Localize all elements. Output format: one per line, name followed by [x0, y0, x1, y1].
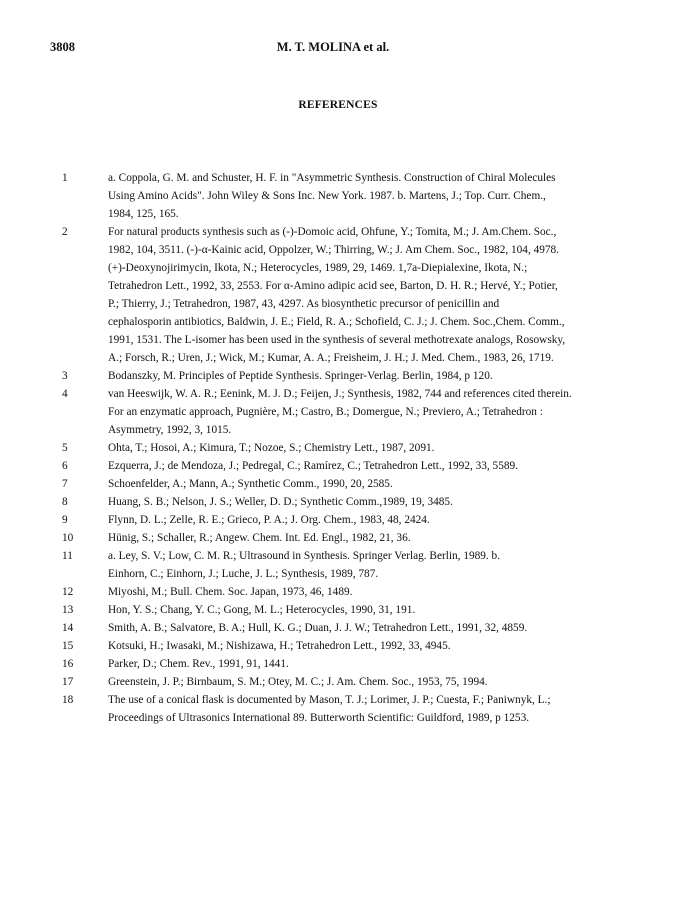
reference-text-line: 1984, 125, 165. [108, 208, 179, 220]
reference-item [62, 169, 658, 223]
reference-number: 5 [62, 442, 68, 454]
reference-number: 9 [62, 514, 68, 526]
reference-number: 4 [62, 388, 68, 400]
reference-text-line: Hünig, S.; Schaller, R.; Angew. Chem. Int. Ed. Engl., 1982, 21, 36. [108, 532, 411, 544]
references-list [62, 169, 658, 727]
reference-text-line: Flynn, D. L.; Zelle, R. E.; Grieco, P. A.; J. Org. Chem., 1983, 48, 2424. [108, 514, 430, 526]
reference-item [62, 367, 658, 385]
references-heading: REFERENCES [298, 99, 378, 111]
reference-number: 2 [62, 226, 68, 238]
reference-text-line: For an enzymatic approach, Pugnière, M.; Castro, B.; Domergue, N.; Previero, A.; Tetrahedron : [108, 406, 543, 418]
reference-text-line: P.; Thierry, J.; Tetrahedron, 1987, 43, 4297. As biosynthetic precursor of penicillin and [108, 298, 500, 310]
reference-text-line: Huang, S. B.; Nelson, J. S.; Weller, D. D.; Synthetic Comm.,1989, 19, 3485. [108, 496, 453, 508]
reference-item [62, 637, 658, 655]
reference-number: 17 [62, 676, 74, 688]
reference-item [62, 529, 658, 547]
reference-text-line: a. Coppola, G. M. and Schuster, H. F. in "Asymmetric Synthesis. Construction of Chiral Molecules [108, 172, 556, 184]
reference-text-line: A.; Forsch, R.; Uren, J.; Wick, M.; Kumar, A. A.; Freisheim, J. H.; J. Med. Chem., 1983, 26, 1719. [108, 352, 554, 364]
reference-number: 12 [62, 586, 74, 598]
reference-number: 8 [62, 496, 68, 508]
reference-number: 1 [62, 172, 68, 184]
reference-item [62, 691, 658, 727]
reference-item [62, 457, 658, 475]
reference-number: 11 [62, 550, 73, 562]
reference-text-line: 1991, 1531. The L-isomer has been used in the synthesis of several methotrexate analogs, Rosowsky, [108, 334, 566, 346]
reference-number: 18 [62, 694, 74, 706]
reference-number: 13 [62, 604, 74, 616]
reference-text-line: a. Ley, S. V.; Low, C. M. R.; Ultrasound in Synthesis. Springer Verlag. Berlin, 1989. b. [108, 550, 501, 562]
reference-number: 15 [62, 640, 74, 652]
reference-text-line: Proceedings of Ultrasonics International 89. Butterworth Scientific: Guildford, 1989, p 1253. [108, 712, 530, 724]
running-header-authors: M. T. MOLINA et al. [276, 40, 390, 54]
reference-text-line: Ohta, T.; Hosoi, A.; Kimura, T.; Nozoe, S.; Chemistry Lett., 1987, 2091. [108, 442, 435, 454]
reference-text-line: Kotsuki, H.; Iwasaki, M.; Nishizawa, H.; Tetrahedron Lett., 1992, 33, 4945. [108, 640, 451, 652]
reference-text-line: Using Amino Acids". John Wiley & Sons Inc. New York. 1987. b. Martens, J.; Top. Curr. Chem., [108, 190, 546, 202]
reference-text-line: Tetrahedron Lett., 1992, 33, 2553. For α-Amino adipic acid see, Barton, D. H. R.; Hervé, Y.; Potier, [108, 280, 558, 292]
reference-number: 7 [62, 478, 68, 490]
reference-text-line: The use of a conical flask is documented by Mason, T. J.; Lorimer, J. P.; Cuesta, F.; Paniwnyk, L.; [108, 694, 551, 706]
reference-text-line: Greenstein, J. P.; Birnbaum, S. M.; Otey, M. C.; J. Am. Chem. Soc., 1953, 75, 1994. [108, 676, 488, 688]
reference-text-line: (+)-Deoxynojirimycin, Ikota, N.; Heterocycles, 1989, 29, 1469. 1,7a-Diepialexine, Ikota, N.; [108, 262, 528, 274]
reference-text-line: Ezquerra, J.; de Mendoza, J.; Pedregal, C.; Ramírez, C.; Tetrahedron Lett., 1992, 33, 5589. [108, 460, 518, 472]
reference-text-line: Einhorn, C.; Einhorn, J.; Luche, J. L.; Synthesis, 1989, 787. [108, 568, 379, 580]
page-number: 3808 [50, 40, 75, 54]
reference-text-line: 1982, 104, 3511. (-)-α-Kainic acid, Oppolzer, W.; Thirring, W.; J. Am Chem. Soc., 1982, 104, 4978. [108, 244, 560, 256]
reference-text-line: Bodanszky, M. Principles of Peptide Synthesis. Springer-Verlag. Berlin, 1984, p 120. [108, 370, 493, 382]
reference-number: 3 [62, 370, 68, 382]
reference-item [62, 223, 658, 367]
reference-item [62, 655, 658, 673]
reference-number: 10 [62, 532, 74, 544]
reference-number: 6 [62, 460, 68, 472]
reference-number: 14 [62, 622, 74, 634]
reference-text-line: Smith, A. B.; Salvatore, B. A.; Hull, K. G.; Duan, J. J. W.; Tetrahedron Lett., 1991, 32, 4859. [108, 622, 528, 634]
reference-item [62, 493, 658, 511]
reference-item [62, 385, 658, 439]
reference-item [62, 673, 658, 691]
reference-item [62, 439, 658, 457]
reference-text-line: cephalosporin antibiotics, Baldwin, J. E.; Field, R. A.; Schofield, C. J.; J. Chem. Soc.,Chem. Comm., [108, 316, 565, 328]
reference-text-line: Hon, Y. S.; Chang, Y. C.; Gong, M. L.; Heterocycles, 1990, 31, 191. [108, 604, 416, 616]
reference-text-line: Schoenfelder, A.; Mann, A.; Synthetic Comm., 1990, 20, 2585. [108, 478, 393, 490]
reference-text-line: For natural products synthesis such as (-)-Domoic acid, Ohfune, Y.; Tomita, M.; J. Am.Chem. Soc., [108, 226, 557, 238]
reference-text-line: Parker, D.; Chem. Rev., 1991, 91, 1441. [108, 658, 289, 670]
reference-text-line: Asymmetry, 1992, 3, 1015. [108, 424, 232, 436]
reference-item [62, 583, 658, 601]
reference-item [62, 601, 658, 619]
reference-item [62, 619, 658, 637]
reference-text-line: Miyoshi, M.; Bull. Chem. Soc. Japan, 1973, 46, 1489. [108, 586, 353, 598]
reference-item [62, 547, 658, 583]
reference-item [62, 475, 658, 493]
running-header [50, 40, 616, 60]
reference-item [62, 511, 658, 529]
reference-text-line: van Heeswijk, W. A. R.; Eenink, M. J. D.; Feijen, J.; Synthesis, 1982, 744 and references cited therein. [108, 388, 572, 400]
reference-number: 16 [62, 658, 74, 670]
